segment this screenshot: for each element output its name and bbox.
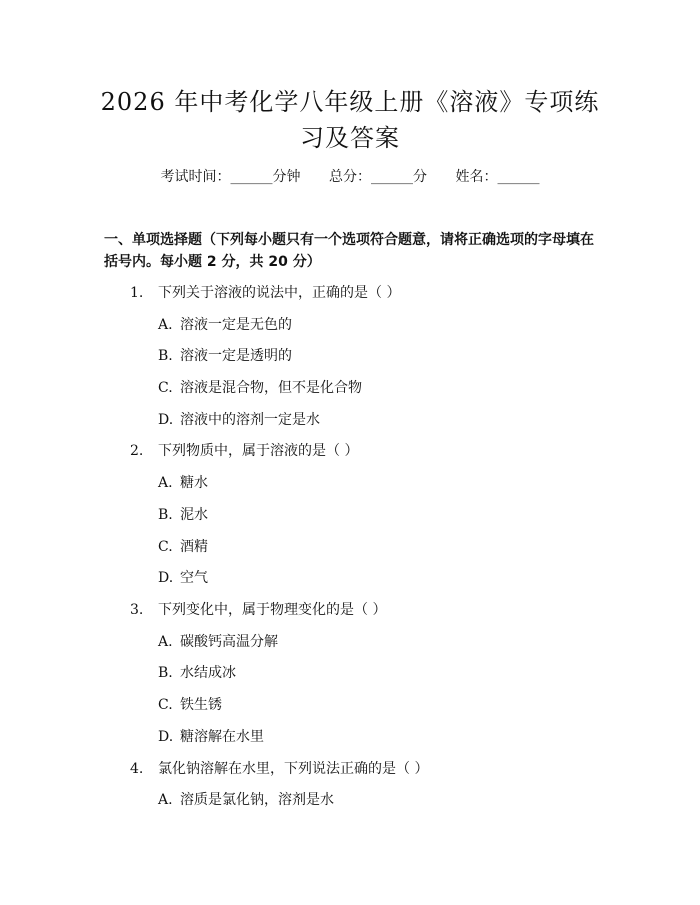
option-letter: D. xyxy=(158,570,174,586)
option-letter: D. xyxy=(158,729,174,745)
option-letter: D. xyxy=(158,412,174,428)
question-text: 下列关于溶液的说法中，正确的是（ ） xyxy=(158,285,401,301)
total-score-field: 总分：______分 xyxy=(329,169,427,185)
option-text: 糖水 xyxy=(180,475,208,491)
option-letter: A. xyxy=(158,792,173,808)
question-number: 2. xyxy=(130,443,144,459)
question-text: 下列变化中，属于物理变化的是（ ） xyxy=(158,602,387,618)
option-letter: C. xyxy=(158,697,173,713)
option-text: 水结成冰 xyxy=(180,665,236,681)
option-text: 溶液中的溶剂一定是水 xyxy=(180,412,320,428)
question-text: 下列物质中，属于溶液的是（ ） xyxy=(158,443,359,459)
option-letter: B. xyxy=(158,348,173,364)
option-letter: B. xyxy=(158,507,173,523)
option-letter: B. xyxy=(158,665,173,681)
option-letter: A. xyxy=(158,317,173,333)
option-text: 碳酸钙高温分解 xyxy=(180,634,278,650)
question-number: 3. xyxy=(130,602,144,618)
option-text: 溶液一定是透明的 xyxy=(180,348,292,364)
option-text: 空气 xyxy=(180,570,208,586)
page-title-line-2: 习及答案 xyxy=(300,124,400,152)
option-text: 糖溶解在水里 xyxy=(180,729,264,745)
section-heading-line-2: 括号内。每小题 2 分，共 20 分） xyxy=(104,254,321,270)
exam-time-field: 考试时间：______分钟 xyxy=(160,169,301,185)
question-text: 氯化钠溶解在水里，下列说法正确的是（ ） xyxy=(158,761,429,777)
option-text: 溶液是混合物，但不是化合物 xyxy=(180,380,362,396)
option-letter: C. xyxy=(158,380,173,396)
option-letter: A. xyxy=(158,634,173,650)
option-text: 溶液一定是无色的 xyxy=(180,317,292,333)
question-number: 4. xyxy=(130,761,144,777)
exam-meta xyxy=(0,167,700,187)
page-title-line-1: 2026 年中考化学八年级上册《溶液》专项练 xyxy=(100,88,600,116)
option-letter: C. xyxy=(158,539,173,555)
student-name-field: 姓名：______ xyxy=(455,169,540,185)
option-text: 铁生锈 xyxy=(180,697,222,713)
option-text: 溶质是氯化钠，溶剂是水 xyxy=(180,792,334,808)
section-heading-line-1: 一、单项选择题（下列每小题只有一个选项符合题意，请将正确选项的字母填在 xyxy=(104,232,594,248)
option-text: 酒精 xyxy=(180,539,208,555)
option-letter: A. xyxy=(158,475,173,491)
question-number: 1. xyxy=(130,285,144,301)
option-text: 泥水 xyxy=(180,507,208,523)
